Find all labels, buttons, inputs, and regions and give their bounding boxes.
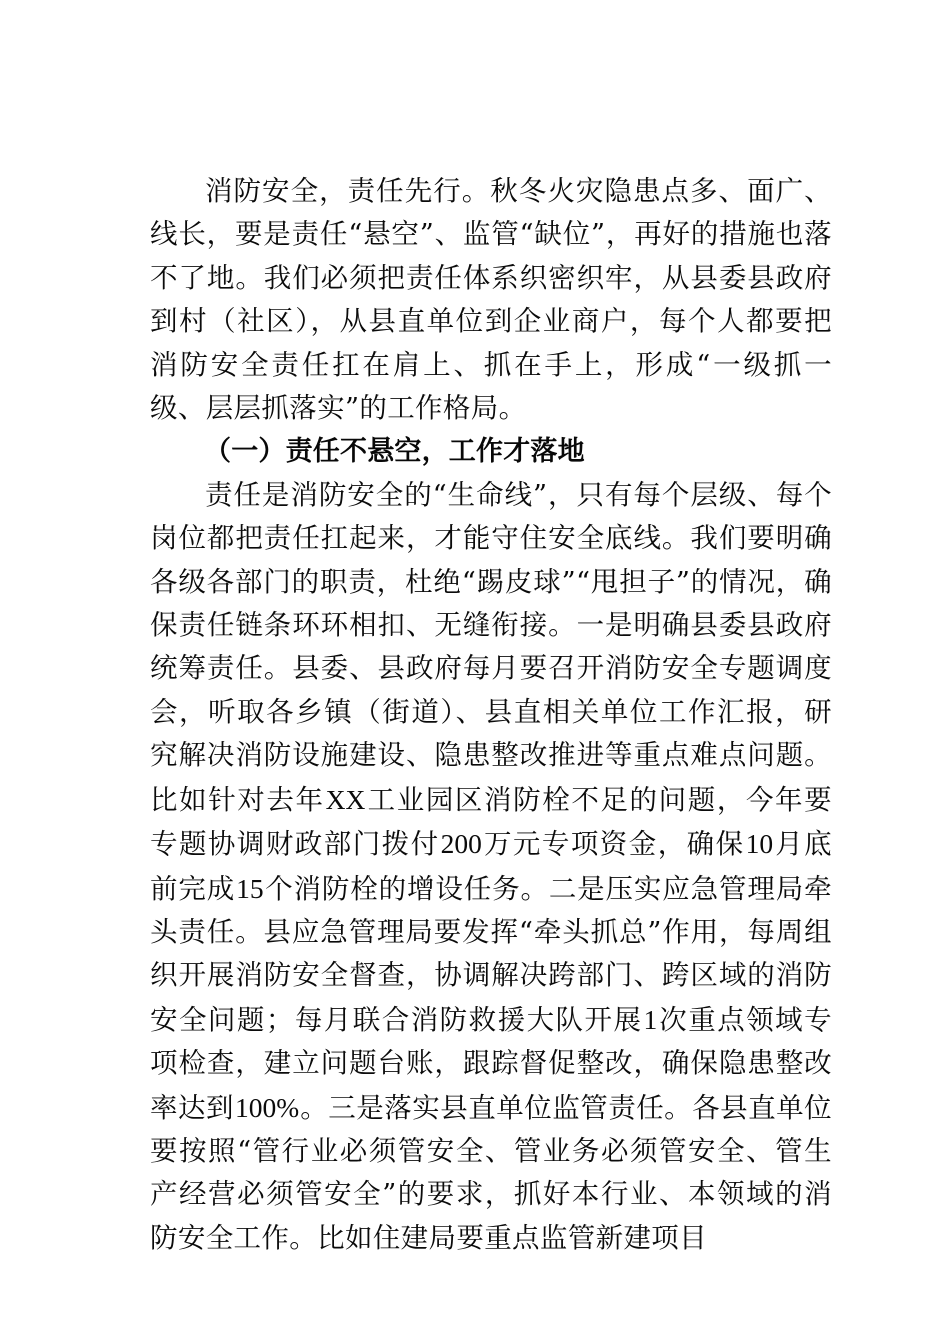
latin-run: 1	[643, 1003, 658, 1035]
latin-run: XX	[325, 783, 366, 815]
latin-run: 10	[745, 828, 774, 860]
paragraph-intro: 消防安全，责任先行。秋冬火灾隐患点多、面广、线长，要是责任“悬空”、监管“缺位”，再好的措施也落不了地。我们必须把责任体系织密织牢，从县委县政府到村（社区），从县直单位到企业商户，每个人都要把消防安全责任扛在肩上、抓在手上，形成“一级抓一级、层层抓落实”的工作格局。	[150, 175, 832, 425]
section-heading-one: （一）责任不悬空，工作才落地	[204, 436, 585, 468]
latin-run: 200	[440, 828, 482, 860]
latin-run: 100%	[234, 1091, 300, 1123]
paragraph-section-one-body: 责任是消防安全的“生命线”，只有每个层级、每个岗位都把责任扛起来，才能守住安全底线。我们要明确各级各部门的职责，杜绝“踢皮球”“甩担子”的情况，确保责任链条环环相扣、无缝衔接。一是明确县委县政府统筹责任。县委、县政府每月要召开消防安全专题调度会，听取各乡镇（街道）、县直相关单位工作汇报，研究解决消防设施建设、隐患整改推进等重点难点问题。比如针对去年XX工业园区消防栓不足的问题，今年要专题协调财政部门拨付200万元专项资金，确保10月底前完成15个消防栓的增设任务。二是压实应急管理局牵头责任。县应急管理局要发挥“牵头抓总”作用，每周组织开展消防安全督查，协调解决跨部门、跨区域的消防安全问题；每月联合消防救援大队开展1次重点领域专项检查，建立问题台账，跟踪督促整改，确保隐患整改率达到100%。三是落实县直单位监管责任。各县直单位要按照“管行业必须管安全、管业务必须管安全、管生产经营必须管安全”的要求，抓好本行业、本领域的消防安全工作。比如住建局要重点监管新建项目	[150, 478, 833, 1254]
document-text-body	[150, 170, 832, 1260]
latin-run: 15	[236, 872, 264, 904]
